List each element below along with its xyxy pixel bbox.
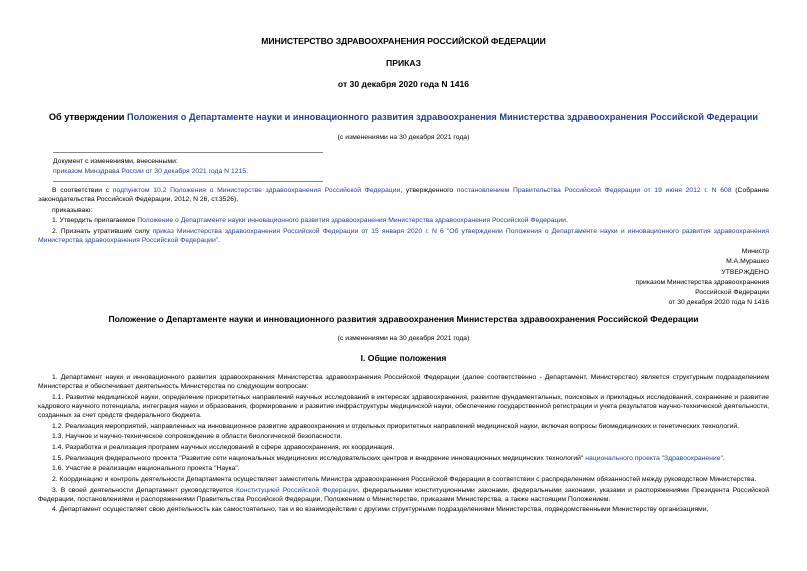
section-1-title: I. Общие положения (360, 353, 447, 364)
order-date-number: от 30 декабря 2020 года N 1416 (337, 79, 470, 90)
approved-label: УТВЕРЖДЕНО (721, 268, 769, 276)
paragraph-4: 4. Департамент осуществляет свою деятельность как самостоятельно, так и во взаимодействии с другими структурными подразделениями Министерства, подведомственными Министерству организациями, (52, 506, 709, 514)
preamble-text-2: , утвержденного (400, 186, 457, 194)
preamble-link-subclause[interactable]: подпунктом 10.2 Положения о Министерстве здравоохранения Российской Федерации (112, 186, 401, 194)
paragraph-1-4: 1.4. Разработка и реализация программ научных исследований в сфере здравоохранения, их координация. (52, 443, 395, 451)
regulation-amendments-note: (с изменениями на 30 декабря 2021 года) (337, 334, 470, 342)
doc-changes-label: Документ с изменениями, внесенными: (53, 158, 178, 166)
paragraph-3-suffix: , федеральными конституционными законами, федеральными законами, указами и распоряжениями Президента Российской Федерации, постановлениями и распоряжениями Правительства Российской Федерации, Положением о Министерстве, приказами Министерства, а также настоящим Положением. (38, 486, 769, 503)
order-item-2-link[interactable]: приказ Министерства здравоохранения Российской Федерации от 15 января 2020 г. N 6 "Об утверждении Положения о Департаменте науки и инновационного развития здравоохранения Министерства здравоохранения Российской Федерации" (38, 227, 770, 245)
order-title-prefix: Об утверждении (48, 111, 127, 122)
order-item-2-text: 2. Признать утратившим силу (52, 227, 153, 235)
order-item-1-link[interactable]: Положение о Департаменте науки инновационного развития здравоохранения Министерства здравоохранения Российской Федерации (137, 217, 566, 225)
paragraph-1: 1. Департамент науки и инновационного развития здравоохранения Министерства здравоохранения Российской Федерации (далее соответственно - Департамент, Министерство) является структурным подразделением Министерства и обеспечивает деятельность Министерства по следующим вопросам: (38, 373, 769, 390)
approved-date: от 30 декабря 2020 года N 1416 (668, 299, 769, 307)
paragraph-1-3: 1.3. Научное и научно-техническое сопровождение в области биологической безопасности. (52, 433, 343, 441)
doc-changes-bottom-divider (53, 181, 323, 182)
paragraph-1-5-text: 1.5. Реализация федерального проекта "Развитие сети национальных медицинских исследовательских центров и внедрение инновационных медицинских технологий" (52, 454, 586, 462)
preamble-link-resolution[interactable]: постановлением Правительства Российской Федерации от 19 июня 2012 г. N 608 (456, 186, 732, 194)
paragraph-1-6: 1.6. Участие в реализации национального проекта "Наука". (52, 465, 240, 473)
regulation-title: Положение о Департаменте науки и инновационного развития здравоохранения Министерства здравоохранения Российской Федерации (108, 314, 699, 325)
paragraph-1-1: 1.1. Развитие медицинской науки, определение приоритетных направлений научных исследований в интересах здравоохранения, развитие фундаментальных, поисковых и прикладных исследований, сохранение и развитие кадрового научного потенциала, интеграция науки и образования, формирование и развитие инфраструктуры медицинской науки, обеспечение государственной регистрации и учета результатов научно-технической деятельности, созданных за счет средств федерального бюджета. (38, 393, 769, 419)
order-amendments-note: (с изменениями на 30 декабря 2021 года) (337, 134, 470, 142)
approved-by-order: приказом Министерства здравоохранения (635, 278, 769, 286)
ministry-heading: МИНИСТЕРСТВО ЗДРАВООХРАНЕНИЯ РОССИЙСКОЙ ФЕДЕРАЦИИ (261, 36, 546, 46)
order-title (38, 111, 769, 123)
paragraph-1-2: 1.2. Реализация мероприятий, направленных на инновационное развитие здравоохранения и отдельных приоритетных направлений медицинской науки, включая вопросы биомедицинских и генетических технологий. (52, 422, 740, 430)
signature-block (38, 247, 769, 308)
national-project-link[interactable]: национального проекта "Здравоохранение" (585, 454, 723, 462)
signature-position: Министр (741, 248, 769, 256)
order-item-2-suffix: . (218, 237, 221, 245)
doc-changes-top-divider (53, 152, 323, 153)
doc-changes-link[interactable]: приказом Минздрава России от 30 декабря 2021 года N 1215 (53, 167, 247, 175)
order-title-link[interactable]: Положения о Департаменте науки и инновационного развития здравоохранения Министерства здравоохранения Российской Федерации (126, 111, 759, 122)
doc-type-heading: ПРИКАЗ (386, 57, 421, 68)
paragraph-3 (38, 486, 769, 504)
doc-changes-box (53, 157, 769, 175)
order-item-1-suffix: . (565, 217, 568, 225)
paragraph-1-5 (38, 454, 769, 463)
doc-changes-suffix: . (246, 167, 248, 175)
constitution-link[interactable]: Конституцией Российской Федерации (235, 486, 358, 494)
order-item-2 (38, 227, 769, 245)
paragraph-1-5-suffix: . (722, 454, 725, 462)
paragraph-3-text: 3. В своей деятельности Департамент руководствуется (52, 486, 236, 494)
signature-name: М.А.Мурашко (726, 258, 769, 266)
preamble-text-1: В соответствии с (52, 186, 113, 194)
order-item-1 (38, 216, 769, 225)
order-word: приказываю: (52, 206, 93, 214)
approved-rf: Российской Федерации (695, 289, 769, 296)
preamble-text-3: (Собрание законодательства Российской Федерации, 2012, N 26, ст.3526), (38, 186, 770, 203)
order-item-1-text: 1. Утвердить прилагаемое (52, 217, 138, 225)
preamble-paragraph (38, 186, 769, 204)
paragraph-2: 2. Координацию и контроль деятельности Департамента осуществляет заместитель Министра здравоохранения Российской Федерации в соответствии с распределением обязанностей между руководством Министерства. (52, 475, 757, 483)
